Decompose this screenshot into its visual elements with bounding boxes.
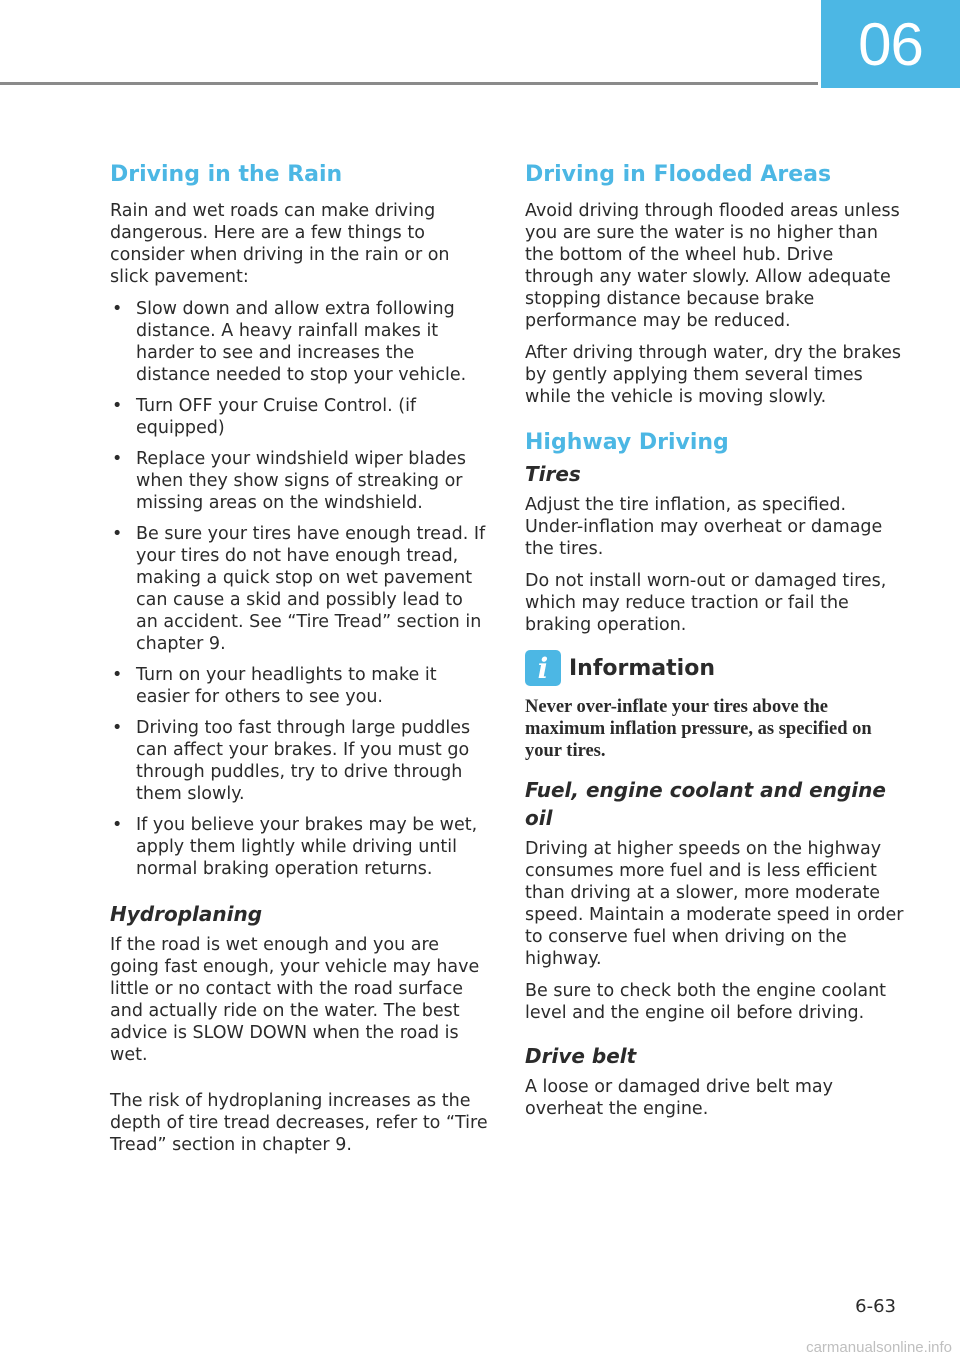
chapter-tab xyxy=(821,0,960,88)
fuel-p2: Be sure to check both the engine coolant level and the engine oil before driving. xyxy=(525,981,887,1023)
list-item-text: Replace your windshield wiper blades when they show signs of streaking or missing areas on the windshield. xyxy=(136,449,466,513)
bullet: • xyxy=(112,396,123,416)
bullet: • xyxy=(112,449,123,469)
hydroplaning-p1: If the road is wet enough and you are going fast enough, your vehicle may have little or no contact with the road surface and actually ride on the water. The best advice is SLOW DOWN when the road is wet. xyxy=(110,935,480,1065)
left-column xyxy=(110,158,490,1166)
bullet: • xyxy=(112,665,123,685)
list-item xyxy=(110,814,490,880)
list-item xyxy=(110,448,490,514)
list-item-text: Driving too fast through large puddles can affect your brakes. If you must go through puddles, try to drive through them slowly. xyxy=(136,718,471,804)
page-number: 6-63 xyxy=(855,1296,896,1317)
rain-tips-list xyxy=(110,298,490,880)
watermark: carmanualsonline.info xyxy=(806,1339,952,1356)
subheading-fuel: Fuel, engine coolant and engine oil xyxy=(525,778,886,830)
header-rule xyxy=(0,82,818,85)
info-icon xyxy=(525,650,561,686)
bullet: • xyxy=(112,718,123,738)
information-title: Information xyxy=(569,655,715,681)
list-item-text: Turn on your headlights to make it easier for others to see you. xyxy=(136,665,437,707)
flooded-p1: Avoid driving through flooded areas unless you are sure the water is no higher than the bottom of the wheel hub. Drive through any water slowly. Allow adequate stopping distance because brake performance may be reduced. xyxy=(525,201,900,331)
section-heading-highway: Highway Driving xyxy=(525,430,729,455)
flooded-p2: After driving through water, dry the brakes by gently applying them several times while the vehicle is moving slowly. xyxy=(525,343,901,407)
subheading-tires: Tires xyxy=(525,462,581,486)
drive-belt-p1: A loose or damaged drive belt may overheat the engine. xyxy=(525,1077,834,1119)
tires-p2: Do not install worn-out or damaged tires, which may reduce traction or fail the braking operation. xyxy=(525,571,887,635)
tires-p1: Adjust the tire inflation, as specified. Under-inflation may overheat or damage the tires. xyxy=(525,495,883,559)
section-heading-flooded: Driving in Flooded Areas xyxy=(525,162,832,187)
bullet: • xyxy=(112,815,123,835)
list-item-text: Be sure your tires have enough tread. If your tires do not have enough tread, making a quick stop on wet pavement can cause a skid and possibly lead to an accident. See “Tire Tread” section in chapter 9. xyxy=(136,524,486,654)
bullet: • xyxy=(112,299,123,319)
subheading-hydroplaning: Hydroplaning xyxy=(110,902,263,926)
spacer xyxy=(110,892,490,900)
list-item xyxy=(110,298,490,386)
information-header xyxy=(525,650,907,686)
info-icon-glyph: i xyxy=(537,651,549,685)
spacer xyxy=(525,418,907,426)
information-body: Never over-inflate your tires above the maximum inflation pressure, as specified on your tires. xyxy=(525,697,872,761)
list-item-text: Turn OFF your Cruise Control. (if equipped) xyxy=(136,396,417,438)
list-item-text: Slow down and allow extra following distance. A heavy rainfall makes it harder to see and increases the distance needed to stop your vehicle. xyxy=(136,299,467,385)
spacer xyxy=(525,1034,907,1042)
spacer xyxy=(110,1076,490,1090)
chapter-number: 06 xyxy=(858,10,923,78)
list-item-text: If you believe your brakes may be wet, apply them lightly while driving until normal braking operation returns. xyxy=(136,815,478,879)
list-item xyxy=(110,395,490,439)
bullet: • xyxy=(112,524,123,544)
hydroplaning-p2: The risk of hydroplaning increases as the depth of tire tread decreases, refer to “Tire Tread” section in chapter 9. xyxy=(110,1091,488,1155)
section-heading-rain: Driving in the Rain xyxy=(110,162,343,187)
list-item xyxy=(110,523,490,655)
right-column xyxy=(525,158,907,1130)
list-item xyxy=(110,717,490,805)
subheading-drive-belt: Drive belt xyxy=(525,1044,637,1068)
list-item xyxy=(110,664,490,708)
rain-intro: Rain and wet roads can make driving dangerous. Here are a few things to consider when driving in the rain or on slick pavement: xyxy=(110,201,450,287)
fuel-p1: Driving at higher speeds on the highway consumes more fuel and is less efficient than driving at a slower, more moderate speed. Maintain a moderate speed in order to conserve fuel when driving on the highway. xyxy=(525,839,904,969)
